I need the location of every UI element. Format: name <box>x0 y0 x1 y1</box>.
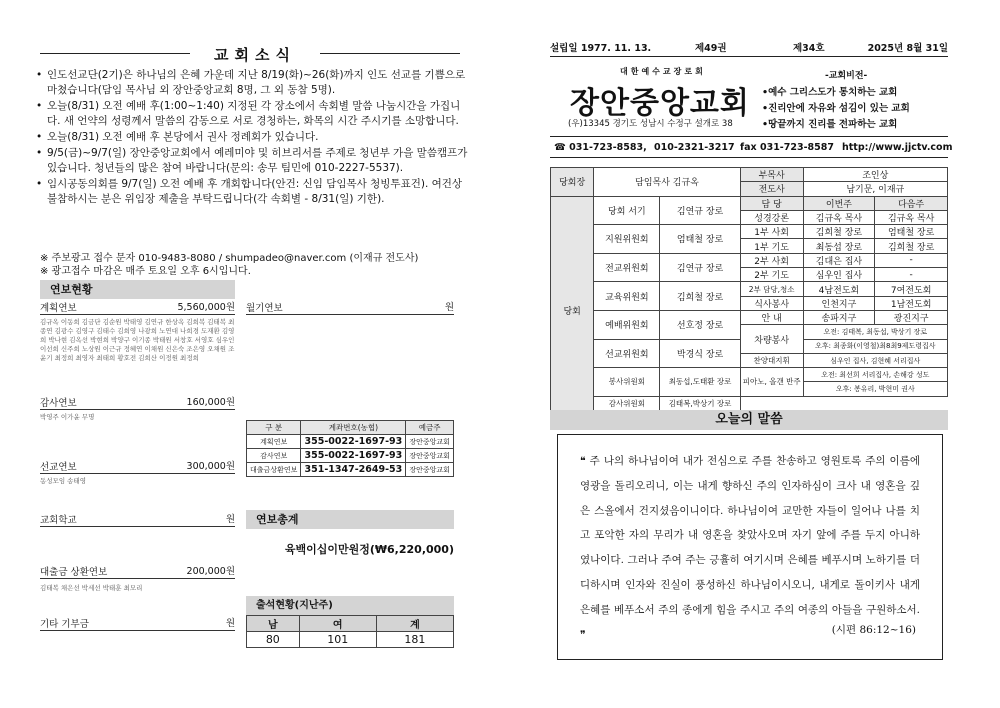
table-header: 남 <box>247 616 300 632</box>
table-cell: 최동섭,도태환 장로 <box>660 368 740 397</box>
table-cell: 오후: 봉유리, 박현미 권사 <box>803 382 947 396</box>
title-rule-right <box>320 53 460 54</box>
table-cell: 오후: 최종화(이영철)최8최9제도령집사 <box>803 339 947 353</box>
table-cell: 장안중앙교회 <box>406 463 454 477</box>
website-link[interactable]: http://www.jjctv.com <box>842 142 953 153</box>
table-cell: 부목사 <box>740 168 803 182</box>
news-item: • 임시공동의회를 9/7(일) 오전 예배 후 개회합니다(안건: 신임 담임목사 청빙투표건). 여건상 불참하시는 분은 위임장 제출을 부탁드립니다(각 속회별 - 8/31(일) 기한). <box>36 177 468 207</box>
table-header: 계좌번호(농협) <box>301 421 406 435</box>
table-cell: 80 <box>247 632 300 648</box>
masthead-rule <box>550 56 948 57</box>
table-cell: 찬양대지휘 <box>740 353 803 367</box>
table-cell: 식사봉사 <box>740 296 803 310</box>
offering-row <box>40 567 235 579</box>
offering-label: 감사연보 <box>40 398 77 409</box>
offering-label: 월기연보 <box>246 303 283 314</box>
table-header: 예금주 <box>406 421 454 435</box>
mobile: 010-2321-3217 <box>654 142 735 153</box>
table-cell: 차량봉사 <box>740 325 803 354</box>
table-cell: 성경강론 <box>740 210 803 224</box>
offering-label: 대출금 상환연보 <box>40 567 108 578</box>
todays-word-box <box>557 434 943 660</box>
table-cell: 2부 담당,청소 <box>740 282 803 296</box>
table-row <box>551 225 948 239</box>
news-title <box>40 44 460 62</box>
table-cell: 당회 <box>551 196 594 425</box>
offering-label: 교회학교 <box>40 515 77 526</box>
table-cell: 교육위원회 <box>594 282 660 311</box>
table-cell: 355-0022-1697-93 <box>301 449 406 463</box>
table-cell: 김대은 집사 <box>803 253 875 267</box>
offering-names: 박영주 이가윤 무명 <box>40 413 95 421</box>
staff-table <box>550 167 948 425</box>
attendance-table <box>246 615 454 648</box>
scripture-reference: (시편 86:12~16) <box>831 624 916 636</box>
offering-header: 연보현황 <box>40 280 235 299</box>
offering-names: 김태복 채은선 박세선 박태훈 최모리 <box>40 584 143 592</box>
table-cell: 봉사위원회 <box>594 368 660 397</box>
offering-amount: 5,560,000원 <box>177 302 235 313</box>
table-cell: 예배위원회 <box>594 310 660 339</box>
table-cell: 광진지구 <box>875 310 948 324</box>
vision-item: •진리안에 자유와 섬김이 있는 교회 <box>762 103 910 114</box>
offering-names: 김규옥 이동희 김금단 김순원 박태영 김연규 한상옥 김희복 김태복 최종연 김광수 김영구 김태수 김희영 나광희 노연대 나희경 도재환 김영희 박나현 김옥선 박현희 박양구 이기종 박태원 서창호 서영호 심우인 이선희 신주희 노상원 이근규 정혜연 이채원 신은숙 조은영 오채원 조윤기 최정희 최영자 최태희 황호전 김희산 이정원 최정희 <box>40 318 235 362</box>
founded-date: 설립일 1977. 11. 13. <box>550 43 652 54</box>
offering-label: 선교연보 <box>40 462 77 473</box>
news-item: • 9/5(금)~9/7(일) 장안중앙교회에서 예레미야 및 히브리서를 주제로 청년부 가을 말씀캠프가 있습니다. 청년들의 많은 참여 바랍니다(문의: 송무 팀민에 010-2227-5537). <box>36 146 468 176</box>
table-row <box>551 368 948 382</box>
offering-names: 동성모임 송태영 <box>40 477 87 485</box>
todays-word-header: 오늘의 말씀 <box>550 410 948 430</box>
table-cell: 담임목사 김규옥 <box>594 168 740 197</box>
attendance-header: 출석현황(지난주) <box>246 596 454 615</box>
table-row <box>247 463 454 477</box>
total-header: 연보총계 <box>246 510 454 529</box>
offering-row <box>40 398 235 410</box>
table-cell: 최동섭 장로 <box>803 239 875 253</box>
table-cell: 오전: 김태복, 최동섭, 박상기 장로 <box>803 325 947 339</box>
news-item: • 오늘(8/31) 오전 예배 후 본당에서 권사 정례회가 있습니다. <box>36 130 468 145</box>
table-row <box>551 253 948 267</box>
table-cell: 피아노, 올갠 반주 <box>740 368 803 397</box>
table-cell: 355-0022-1697-93 <box>301 435 406 449</box>
table-cell: 엄태철 장로 <box>660 225 740 254</box>
table-row <box>551 168 948 182</box>
table-cell: 인천지구 <box>803 296 875 310</box>
table-cell: 1남전도회 <box>875 296 948 310</box>
table-cell: 4남전도회 <box>803 282 875 296</box>
table-cell: 심우인 집사, 김현혜 서리집사 <box>803 353 947 367</box>
table-cell: 이번주 <box>803 196 875 210</box>
phone: ☎ 031-723-8583, <box>554 142 647 153</box>
table-header-row <box>247 616 454 632</box>
table-row <box>551 310 948 324</box>
vision-item: •땅끝까지 진리를 전파하는 교회 <box>762 119 898 130</box>
offering-amount: 200,000원 <box>186 566 235 577</box>
volume: 제49권 <box>695 43 727 54</box>
offering-label: 기타 기부금 <box>40 619 89 630</box>
table-cell: 남기문, 이재규 <box>803 182 947 196</box>
table-cell: 전교위원회 <box>594 253 660 282</box>
offering-amount: 원 <box>225 618 235 629</box>
table-row <box>551 196 948 210</box>
offering-label: 계획연보 <box>40 303 77 314</box>
offering-amount: 300,000원 <box>186 461 235 472</box>
table-cell: 김규옥 목사 <box>875 210 948 224</box>
ad-deadline: ※ 광고접수 마감은 매주 토요일 오후 6시입니다. <box>40 266 251 277</box>
monthly-offering-row <box>246 303 454 315</box>
table-row <box>551 396 948 410</box>
offering-amount: 160,000원 <box>186 397 235 408</box>
table-cell: 선교위원회 <box>594 339 660 368</box>
table-header: 계 <box>376 616 453 632</box>
table-cell: 장안중앙교회 <box>406 435 454 449</box>
table-cell: 전도사 <box>740 182 803 196</box>
table-cell: 김태복,박상기 장로 <box>660 396 740 410</box>
table-cell: 오전: 최선희 서리집사, 손해강 성도 <box>803 368 947 382</box>
offering-amount: 원 <box>444 302 454 313</box>
offering-row <box>40 619 235 631</box>
table-cell: 감사위원회 <box>594 396 660 410</box>
fax: fax 031-723-8587 <box>740 142 834 153</box>
offering-total: 육백이십이만원정(₩6,220,000) <box>284 543 454 556</box>
table-cell: 장안중앙교회 <box>406 449 454 463</box>
table-cell: 김연규 장로 <box>660 253 740 282</box>
table-cell: 심우인 집사 <box>803 268 875 282</box>
table-cell: 당회 서기 <box>594 196 660 225</box>
news-item: • 인도선교단(2기)은 하나님의 은혜 가운데 지난 8/19(화)~26(화)까지 인도 선교를 기쁨으로 마쳤습니다(담임 목사님 외 장안중앙교회 8명, 그 외 동참 5명). <box>36 68 468 98</box>
vision-header: -교회비전- <box>825 71 868 81</box>
denomination: 대한예수교장로회 <box>620 67 706 76</box>
ad-notice: ※ 주보광고 접수 문자 010-9483-8080 / shumpadeo@naver.com (이재규 전도사) <box>40 253 419 264</box>
table-cell: 계획연보 <box>247 435 301 449</box>
church-address: (우)13345 경기도 성남시 수정구 설개로 38 <box>568 119 733 129</box>
right-page <box>500 0 1000 708</box>
table-cell: 1부 사회 <box>740 225 803 239</box>
table-cell: 김규옥 목사 <box>803 210 875 224</box>
table-cell: 김희철 장로 <box>803 225 875 239</box>
table-header: 구 분 <box>247 421 301 435</box>
contact-rule-bottom <box>550 157 948 158</box>
table-cell: 조인상 <box>803 168 947 182</box>
table-row <box>247 632 454 648</box>
table-cell: 대출금상환연보 <box>247 463 301 477</box>
table-row <box>247 449 454 463</box>
table-cell: 2부 사회 <box>740 253 803 267</box>
table-cell: 김희철 장로 <box>660 282 740 311</box>
title-rule-left <box>40 53 190 54</box>
table-header-row <box>247 421 454 435</box>
table-cell-empty <box>740 396 947 410</box>
table-cell: - <box>875 268 948 282</box>
offering-row <box>40 303 235 315</box>
table-cell: 181 <box>376 632 453 648</box>
offering-row <box>40 515 235 527</box>
table-cell: 감사연보 <box>247 449 301 463</box>
table-cell: 담 당 <box>740 196 803 210</box>
table-cell: 다음주 <box>875 196 948 210</box>
issue-date: 2025년 8월 31일 <box>867 43 948 54</box>
scripture-text: ❝ 주 나의 하나님이여 내가 전심으로 주를 찬송하고 영원토록 주의 이름에 영광을 돌리오리니, 이는 내게 향하신 주의 인자하심이 크사 내 영혼을 깊은 스올에서 건지셨음이니이다. 하나님이여 교만한 자들이 일어나 나를 치고 포악한 자의 무리가 내 영혼을 찾았사오며 자기 앞에 주를 두지 아니하였나이다. 그러나 주여 주는 긍휼히 여기시며 은혜를 베푸시며 노하기를 더디하시며 인자와 진실이 풍성하신 하나님이시오니, 내게로 돌이키사 내게 은혜를 베푸소서 주의 종에게 힘을 주시고 주의 여종의 아들을 구원하소서. ❞ <box>580 455 920 641</box>
table-cell: 안 내 <box>740 310 803 324</box>
table-row <box>551 282 948 296</box>
table-cell: 지원위원회 <box>594 225 660 254</box>
table-cell: 7여전도회 <box>875 282 948 296</box>
bank-account-table <box>246 420 454 477</box>
contact-rule-top <box>550 136 948 137</box>
table-cell: 1부 기도 <box>740 239 803 253</box>
offering-amount: 원 <box>225 514 235 525</box>
offering-row <box>40 462 235 474</box>
table-cell: - <box>875 253 948 267</box>
news-item: • 오늘(8/31) 오전 예배 후(1:00~1:40) 지정된 각 장소에서 속회별 말씀 나눔시간을 가집니다. 새 언약의 성령께서 말씀의 감동으로 서로 경청하는, 화목의 시간 주시기를 소망합니다. <box>36 99 468 129</box>
table-header: 여 <box>299 616 376 632</box>
table-cell: 당회장 <box>551 168 594 197</box>
table-cell: 101 <box>299 632 376 648</box>
table-row <box>247 435 454 449</box>
table-cell: 선호정 장로 <box>660 310 740 339</box>
vision-item: •예수 그리스도가 통치하는 교회 <box>762 87 898 98</box>
table-cell: 351-1347-2649-53 <box>301 463 406 477</box>
news-list <box>36 68 468 208</box>
table-cell: 김희철 장로 <box>875 239 948 253</box>
table-cell: 송파지구 <box>803 310 875 324</box>
table-cell: 김연규 장로 <box>660 196 740 225</box>
table-cell: 엄태철 장로 <box>875 225 948 239</box>
issue-number: 제34호 <box>793 43 825 54</box>
church-name: 장안중앙교회 <box>570 86 750 121</box>
table-cell: 박경식 장로 <box>660 339 740 368</box>
table-cell: 2부 기도 <box>740 268 803 282</box>
masthead-info <box>550 40 948 54</box>
news-title-text: 교회소식 <box>214 46 296 64</box>
